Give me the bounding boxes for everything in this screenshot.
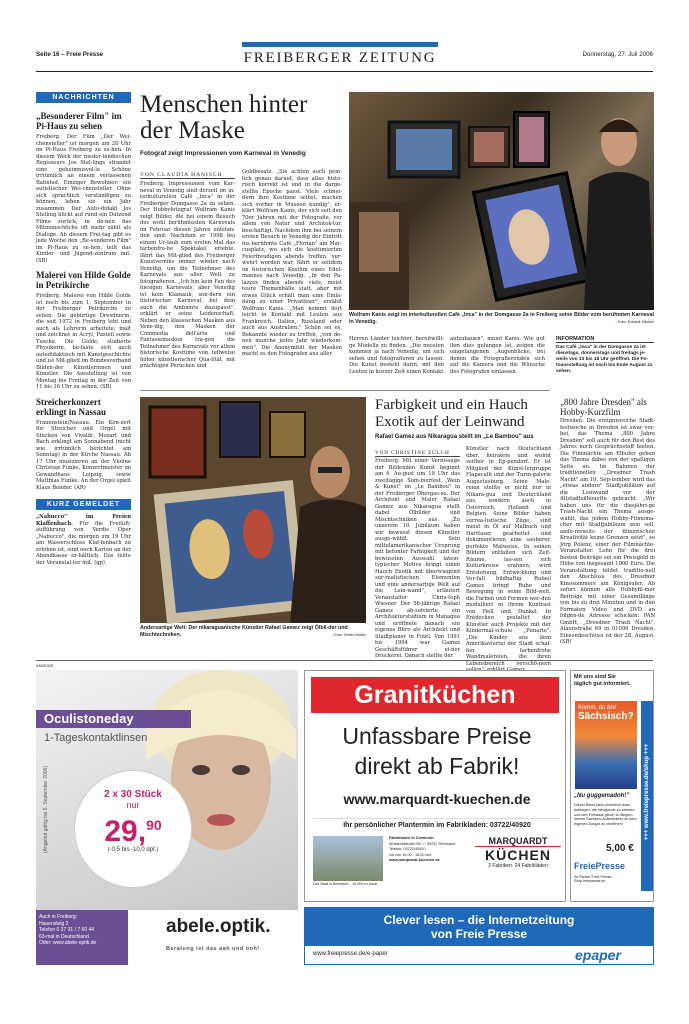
shop-top1: Mit uns sind Sie: [574, 674, 616, 680]
logo-line1: MARQUARDT: [475, 836, 561, 847]
store-title: Fabrikladen in Chemnitz:: [389, 836, 435, 840]
epaper-footer: [304, 945, 654, 965]
optik-validity: (Angebot gültig bis 5. September 2006): [43, 766, 49, 853]
masthead-bar: [242, 42, 438, 47]
news-title: Malerei von Hilde Golde in Petrikirche: [36, 270, 131, 290]
optik-address: [36, 910, 128, 965]
shop-vertical-bar: [641, 701, 653, 891]
article1-subhead: Fotograf zeigt Impressionen vom Karneval in Venedig: [140, 150, 306, 157]
nachrichten-column: [36, 92, 131, 566]
article1-headline: Menschen hinter der Maske: [140, 91, 308, 144]
exhibition-scene: [349, 92, 654, 310]
granit-ad[interactable]: [304, 670, 566, 902]
optik-footer: [36, 910, 298, 965]
article1-photo: [349, 92, 654, 310]
optik-brand: abele.optik.: [166, 916, 271, 937]
optik-banner: Oculistoneday: [36, 710, 191, 728]
shop-top2: täglich gut informiert.: [574, 680, 631, 687]
header-rule: [36, 71, 653, 72]
granit-url[interactable]: www.marquardt-kuechen.de: [343, 791, 531, 807]
addr-line: 63-mal in Deutschland.: [39, 933, 91, 940]
store-line: SA von 10.00 - 18.00 Uhr: [389, 852, 432, 857]
optik-price: [75, 810, 191, 847]
granit-line2: direkt ab Fabrik!: [354, 753, 520, 779]
store-line: Telefon: 03722/40920: [389, 847, 426, 851]
caption-text: Andersartige Welt: Der nikaraguanische Künstler Rafael Gamez zeigt Ölbil-der und Mischtechniken.: [140, 625, 348, 638]
logo-line2: KÜCHEN: [485, 847, 551, 863]
article2-subhead: Rafael Gamez aus Nikaragua stellt im „Le Bambou" aus: [375, 434, 534, 440]
article2-caption: [140, 625, 366, 638]
optik-ad[interactable]: [36, 670, 298, 965]
kurz-lead: „Nabucco" im Freien Klaffenbach.: [36, 514, 131, 527]
price-main: 29,: [104, 815, 147, 848]
store-line: Wüstenbrander Str. 7, 09247 Röhrsdorf: [389, 841, 456, 846]
epaper-logo: epaper: [575, 947, 621, 963]
news-body: Frauenstein/Nassau. Ein Kon-zert für Streicher und Orgel mit Stücken von Vivaldi, Mozart und Bach erklingt am Sonnabend (nicht wie irrtümlich berichtet am Sonntag) in der Kirche Nassau. Ab 17 Uhr musizieren an der Violine Christian Funke, Konzertmeister im Gewandhaus Leipzig, sowie Matthias Funke. An der Orgel spielt Klaus Bender. (AR): [36, 419, 131, 491]
news-title: „Besonderer Film" im Pi-Haus zu sehen: [36, 111, 122, 131]
epaper-url[interactable]: www.freiepresse.de/e-paper: [313, 951, 388, 957]
info-text: Das Café „Inca" in der Domgasse 2a ist dienstags, donnerstags und freitags je-weils von 13 bis 18 Uhr geöffnet. Die Fo-toausstellung ist noch bis Ende August zu sehen.: [556, 345, 653, 374]
book-title2: Sächsisch?: [578, 711, 634, 722]
granit-contact: Ihr persönlicher Plantermin im Fabrikladen: 03722/40920: [313, 818, 561, 829]
article2-col1: Freiberg. Mit einer Vernissage der Bildenden Kunst beginnt am 4. Au-gust um 19 Uhr das zweitägige Som-merfest „Wein & Kunst" im „Le Bambou" in der Freiberger Obergas-se. Der Architekt und Maler Rafael Gamez aus Nikaragua stellt dabei Ölbilder und Mischtechniken aus. „Zu unserem 10. Jubiläum haben wir bewusst diesen Künstler ausge-wählt. Sein mittelamerikanischer Ursprung mit betonter Farbigkeit und der bewussten Auswahl latein-typischer Motive bringt einen Hauch Exotik mit überwiegend sur-realistischen Elementen und eine andersartige Welt auf die Lein-wand", erläutert Veranstalter Chris-toph Wiesner. Der 56-jährige Rafael Gamez ab-solvierte ein Architekturstudium in Managua und eröffnete danach ein eigenes Büro als Architekt und Stadtplaner in Fotel. Von 1991 bis 1994 war Gamez Geschäftsführer ei-ner Druckerei. Danach stellte der: [375, 458, 460, 659]
ads-rule: [36, 660, 653, 661]
page-number: Seite 16 – Freie Presse: [36, 51, 104, 58]
article1-byline: VON CLAUDIA HANISCH: [140, 172, 235, 179]
article2-photo: [140, 397, 366, 623]
logo-line3: 2 Fabriken. 24 Fabrikläden: [488, 863, 548, 869]
kurz-kicker: KURZ GEMELDET: [36, 499, 131, 510]
news-body: Freiberg. Der Film „Der Wei-chensteller" ist morgen um 20 Uhr im Pi-Haus Freiberg zu se-hen. In diesem Werk der nieder-ländischen Regisseurs Jos Stel-lings strandet eine geheimnisvol-le Schöne irrtümlich an einem verlassenen Bahnhof. Einziger Bewohner: ein autistischer Wei-chensteller. Ohne sich sprachlich verständigen zu können, leben sie ein Jahr zusammen. Der Auto-didakt Jos Stelling blickt auf rund ein Dutzend Filme zurück, in de-nen das Mitmenschliche oft mehr zählt als Dialoge. Ab diesem Frei-tag gibt es jede Woche den „Be-sonderen Film" im Pi-Haus zu se-hen, teilt das Kinder- und Jugend-zentrum mit. (SB): [36, 134, 131, 264]
info-head: INFORMATION: [556, 336, 654, 343]
info-box: [556, 336, 654, 375]
addr-line: Auch in Freiberg:: [39, 914, 78, 920]
price-cents: 90: [146, 817, 162, 833]
caption-text: Wolfram Kanis zeigt im interkulturellen Café „Inca" in der Domgasse 2a in Freiberg seine Bilder vom berühmten Karneval in Venedig.: [349, 312, 655, 325]
article3-body: Dresden. Die ereignisreiche Stadt-festwoche in Dresden ist zwar vor-bei, das Thema „800 Jahre Dresden" soll auch für den Rest des Jahres noch Gesprächsstoff bieten. Die Filmnächte am Elbufer geben das Thema dabei von der spaßigen Seite an. Im Rahmen der traditionellen „Dresdner Trash Nacht" am 10. Sep-tember wird das „etwas andere" Stadtjubiläum auf die Leinwand vor der Altstadtsilhouette gebracht. „Wir haben uns für die diesjähri-ge Trash-Nacht ein Thema ausge-wählt, das jedem Hobby-Filmema-cher mit Stadtjubiläum sein soll, ande-rerseits der filmerischen Kreativität keine Grenzen setzt", so Jörg Polenz, einer der Filmnächte-Veranstalter. Lohn für die drei besten Beiträge sei ein Preisgeld in Höhe von insgesamt 1000 Euro. Die Veranstaltung bildet traditio-nell den Abschluss des Dresdner Kinosommers am Königsufer. Ab sofort können alle Hobbyfil-mer Beiträge mit einer Gesamtlänge von bis zu drei Minuten und in den Formaten Video und DVD an folgen-de Adresse schicken: PAN GmbH, „Dresdner Trash Nacht", Alaunstraße 69 in 01099 Dresden. Einsendeschluss ist der 28. August. (SB): [560, 418, 655, 645]
article1-col2: Goldbesatz. „Sie achten auch pein-lich genau darauf, dass alles histo-risch korrekt ist und in die darge-stellte Epoche passt. Viele schnei-dern ihre Kostüme selbst, machen sich vorher in Museen kundig", er-klärt Wolfram Kanis, der sich seit den 70er Jahren mit der Fotografie, vor allem von Natur und Architek-tur, beschäftigt. Nachdem ihm bei seinem ersten Besuch in Venedig der Eintritt ins berühmte Café „Florian" am Mar-cusplatz, wo sich die kostümierten Feierfreudigen abends treffen, ver-wehrt worden war, fährt er seitdem im historischen Kostüm eines Edel-mannes nach Venedig. „In den Pa-lazzos finden abends viele, meist teure Themenbälle statt, aber mit etwas Glück erhält man eine Einla-dung zu einer Privatfeier", erzählt Wolfram Kanis. „Man kommt dort leicht in Kontakt mit Leuten aus Frankreich, Italien, Russland oder auch aus Australien." Schön sei es, Bekannte wieder zu treffen, „von de-nen manche jedes Jahr wiederkom-men". Die Anonymität der Masken macht es den Fotografen aus aller: [242, 169, 342, 357]
photo-credit: –Foto: Eckardt Mildner: [615, 319, 654, 324]
addr-line: Hauenstei̇g 2: [39, 920, 69, 927]
article1-col1: Freiberg. Impressionen vom Kar-neval in Venedig sind derzeit im in-terkulturellen Café „Inca" in der Freiberger Domgasse 2a zu sehen. Der Hobbyfotograf Wolfram Kanis zeigt Bilder, die bei einem Besuch des wohl berühmtesten Karnevals im Februar diesen Jahres entstan-den sind. Nachdem er 1998 bei einem Ur-laub zum ersten Mal das farbenfro-he Spektakel erlebte, fährt das Mit-glied des Freiberger Kunstvereins immer wieder nach Venedig, um die Teilnehmer des Karnevals aus aller Welt zu fotografieren. „Ich bin kein Fan des hiesigen Karnevals, aber Venedig ist kein Klamauk, son-dern ein historischer Karneval, bei dem auch die Ambiente dazupasst", erklärt er seine Leidenschaft. Neben den klassischen Masken aus Vene-dig, den Masken der Commedia dell'arte und Fantasiemasken tra-gen die Teilnehmer des Karnevals vor allem historische Kostüme von teilweise hoher künstlerischer Qua-lität, mit prächtigen Perücken und: [140, 181, 235, 369]
news-item: [36, 397, 131, 492]
shop-footer: Ihr Partner Freie Presse: Shop.freiepresse.de: [574, 875, 613, 883]
granit-logo: [475, 836, 561, 869]
optik-nur: nur: [126, 800, 140, 810]
photo-credit: –Foto: Detlev Müller: [332, 632, 366, 637]
granit-store: [389, 836, 469, 864]
article2-col2: Künstler nach Deutschland über, heiratete und wohnt seither in Ep-pendorf. Er ist Mitglied der Künst-lergruppe Flapacalli und der Turm-galerie Augustusburg. Seine Male-reien stellte er nicht nur in Nikara-gua und Deutschland aus, sondern auch in Österreich, Holland und Belgien. Seine Bilder haben surrea-listische Züge, sind meist in Öl auf Malbuch und Hartfaser gearbeitet und dokumentieren eine sauberer, perfekte Malweise. In seinen Bildern entfalten sich Zeit-Räume, las-sen sich Kulturkreise erahnen, wird Entstehung, Entwicklung und Ver-fall bildhaftig. Rafael Gamez bringt Ruhe und Bewegung in seine Bild-welt, die Farben und Formen wer-den modulliert in ihrem Kontrast von Hell und Dunkel. In Entdecken gestaltet der Künstler auch Projekte mit der Kindermal-schule „Punarte". „Die Kinder aus dem Amerikaviertel der Stadt schaf-fen farbenfrohe Wandmalereien, die ihren Lebensbereich verschö-nern: [466, 446, 551, 667]
article3-headline: „800 Jahre Dresden" als Hobby-Kurzfilm: [560, 397, 647, 417]
article1-col3: Herren Länder leichter, bereitwilli-ge Modelle zu finden. „Die meisten kommen ja nach Venedig, um sich sehen und fotografieren zu lassen. Die Kunst besteht darin, mit den Leuten in kurzer Zeit einen Kontakt: [349, 336, 444, 375]
artist-scene: [140, 397, 366, 623]
article2-headline: Farbigkeit und ein Hauch Exotik auf der Leinwand: [375, 397, 528, 430]
kurz-text: Für die Freiluft-aufführung von Verdis Oper „Nabucco", die morgen um 19 Uhr am Wasserschloss Klaf-fenbach zu erleben ist, sind noch Karten an der Abendkasse er-hältlich. Das teilte der Veranstal-ter mit. (gp): [36, 520, 131, 566]
granit-line1: Unfassbare Preise: [342, 723, 532, 749]
article1-caption: [349, 312, 654, 325]
shop-book: [575, 701, 637, 789]
ads-label: ANZEIGE: [36, 663, 54, 668]
granit-brand: Granitküchen: [311, 677, 559, 713]
news-item: [36, 111, 131, 264]
addr-line: Oder: www.abele-optik.de: [39, 940, 97, 947]
shop-blurb: Dieser Band kann sicherlich dazu beitragen, die Neugierde zu wecken und den Freistaat gleich zu Beginn seines Sachsen-Aufenthaltes zu dem eigenen Ausgut zu verleihen!: [574, 803, 637, 827]
optik-tagline: Beratung ist das aah und ooh!: [166, 946, 260, 952]
store-line: www.marquardt-kuechen.de: [389, 858, 440, 862]
epaper-line2: von Freie Presse: [430, 927, 528, 941]
epaper-ad[interactable]: [304, 907, 654, 965]
kurz-body: [36, 514, 131, 566]
shop-price: 5,00 €: [606, 843, 634, 854]
section-rule: [140, 390, 550, 391]
book-title1: Komm, du bist: [578, 705, 617, 711]
shop-ad[interactable]: [570, 670, 654, 902]
shop-vertical-url[interactable]: +++ www.freiepresse.de/shop +++: [644, 743, 650, 841]
article2-byline: VON CHRISTINE ZÜLCH: [375, 450, 460, 457]
addr-line: Telefon 0 37 31 / 7 60 44: [39, 927, 95, 934]
optik-note: (-0,5 bis -10,0 dpt.): [107, 847, 159, 853]
masthead: FREIBERGER ZEITUNG: [243, 50, 437, 66]
shop-top: [574, 674, 652, 687]
shop-badge: „Nu guggemadoh!": [574, 793, 630, 799]
news-title: Streicherkonzert erklingt in Nassau: [36, 396, 107, 417]
optik-price-bubble: [74, 770, 192, 888]
article1-col4: aufzubauen", meint Kanis. Wie gut ihm dies gelungen ist, zeigen die eingefangenen „Augenblicke, bei denen die Fotografierenden sich auf die Kamera und die Wünsche des Fotografen einlassen.: [450, 336, 545, 375]
optik-offer: 2 x 30 Stück: [104, 789, 162, 800]
granit-photo: [313, 836, 383, 881]
issue-date: Donnerstag, 27. Juli 2006: [582, 51, 653, 58]
nachrichten-kicker: NACHRICHTEN: [36, 92, 131, 103]
epaper-line1: Clever lesen – die Internetzeitung: [383, 913, 575, 927]
news-item: [36, 270, 131, 391]
shop-logo: FreiePresse: [574, 861, 626, 871]
news-body: Freiberg. Malerei von Hilde Golde ist noch bis zum 1. September in der Freiberger Petrikirche zu sehen. Die gebürtige Dresdnerin, die seit 1972 in Freiberg lebt und auch als Lehrerin arbeitete, malt und zeichnet in Acryl, Pastell sowie Tusche. Die Golde, studierte Physikerin, be-faste sich auch autodidaktisch mit Kunstgeschichte und ist Mit-glied im Bundesverband Bilden-der Künstlerinnen und Künstler. Die Ausstellung ist von Montag bis Freitag in der Zeit von 11 bis 16 Uhr zu sehen. (SB): [36, 293, 131, 390]
optik-sub: 1-Tageskontaktlinsen: [44, 732, 148, 744]
granit-photo-label: Das Stadt in Bernsdorf – 10.000 m² Areal: [313, 882, 377, 886]
